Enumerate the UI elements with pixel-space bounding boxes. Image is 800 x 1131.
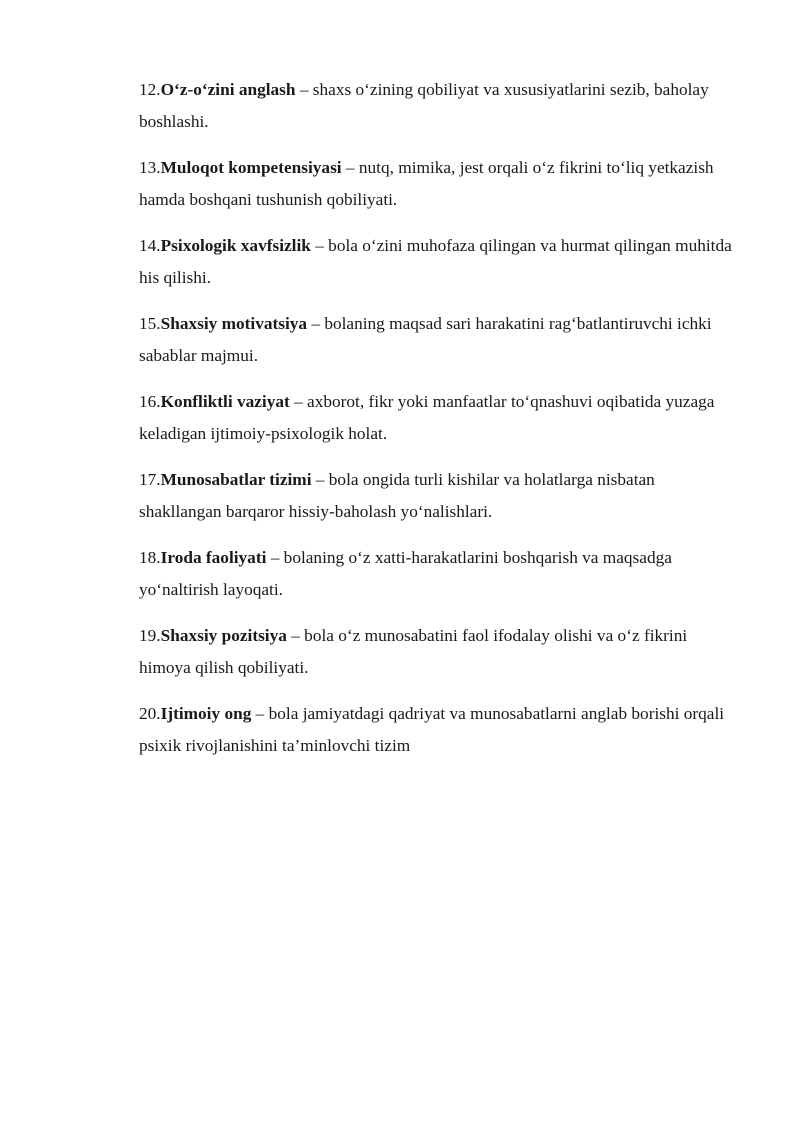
glossary-entry-20 xyxy=(139,698,739,761)
glossary-entry-12 xyxy=(139,74,739,137)
glossary-entry-18 xyxy=(139,542,739,605)
entry-number: 20. xyxy=(139,704,161,723)
entry-term: Ijtimoiy ong xyxy=(160,704,252,723)
glossary-entry-17 xyxy=(139,464,739,527)
entry-term: O‘z-o‘zini anglash xyxy=(160,80,296,99)
entry-number: 19. xyxy=(139,626,161,645)
entry-definition: – shaxs o‘zining qobiliyat va xususiyatlarini sezib, baholay boshlashi. xyxy=(139,80,709,131)
entry-number: 14. xyxy=(139,236,161,255)
glossary-entry-14 xyxy=(139,230,739,293)
entry-number: 18. xyxy=(139,548,161,567)
entry-definition: – axborot, fikr yoki manfaatlar to‘qnashuvi oqibatida yuzaga keladigan ijtimoiy-psixologik holat. xyxy=(139,392,715,443)
entry-number: 13. xyxy=(139,158,161,177)
entry-definition: – bola o‘zini muhofaza qilingan va hurmat qilingan muhitda his qilishi. xyxy=(139,236,732,287)
glossary-list xyxy=(139,74,739,776)
entry-number: 17. xyxy=(139,470,161,489)
entry-definition: – bola o‘z munosabatini faol ifodalay olishi va o‘z fikrini himoya qilish qobiliyati. xyxy=(139,626,688,677)
glossary-entry-19 xyxy=(139,620,739,683)
glossary-entry-13 xyxy=(139,152,739,215)
glossary-entry-16 xyxy=(139,386,739,449)
entry-number: 16. xyxy=(139,392,161,411)
entry-term: Psixologik xavfsizlik xyxy=(160,236,311,255)
glossary-entry-15 xyxy=(139,308,739,371)
entry-term: Shaxsiy pozitsiya xyxy=(160,626,287,645)
entry-term: Shaxsiy motivatsiya xyxy=(160,314,308,333)
entry-definition: – bola ongida turli kishilar va holatlarga nisbatan shakllangan barqaror hissiy-baholash yo‘nalishlari. xyxy=(139,470,655,521)
entry-term: Munosabatlar tizimi xyxy=(160,470,312,489)
entry-number: 12. xyxy=(139,80,161,99)
entry-definition: – bolaning o‘z xatti-harakatlarini boshqarish va maqsadga yo‘naltirish layoqati. xyxy=(139,548,672,599)
entry-definition: – bola jamiyatdagi qadriyat va munosabatlarni anglab borishi orqali psixik rivojlanishini ta’minlovchi tizim xyxy=(139,704,725,755)
entry-term: Muloqot kompetensiyasi xyxy=(160,158,342,177)
entry-number: 15. xyxy=(139,314,161,333)
entry-term: Konfliktli vaziyat xyxy=(160,392,290,411)
entry-definition: – bolaning maqsad sari harakatini rag‘batlantiruvchi ichki sabablar majmui. xyxy=(139,314,712,365)
entry-term: Iroda faoliyati xyxy=(160,548,267,567)
entry-definition: – nutq, mimika, jest orqali o‘z fikrini to‘liq yetkazish hamda boshqani tushunish qobiliyati. xyxy=(139,158,714,209)
